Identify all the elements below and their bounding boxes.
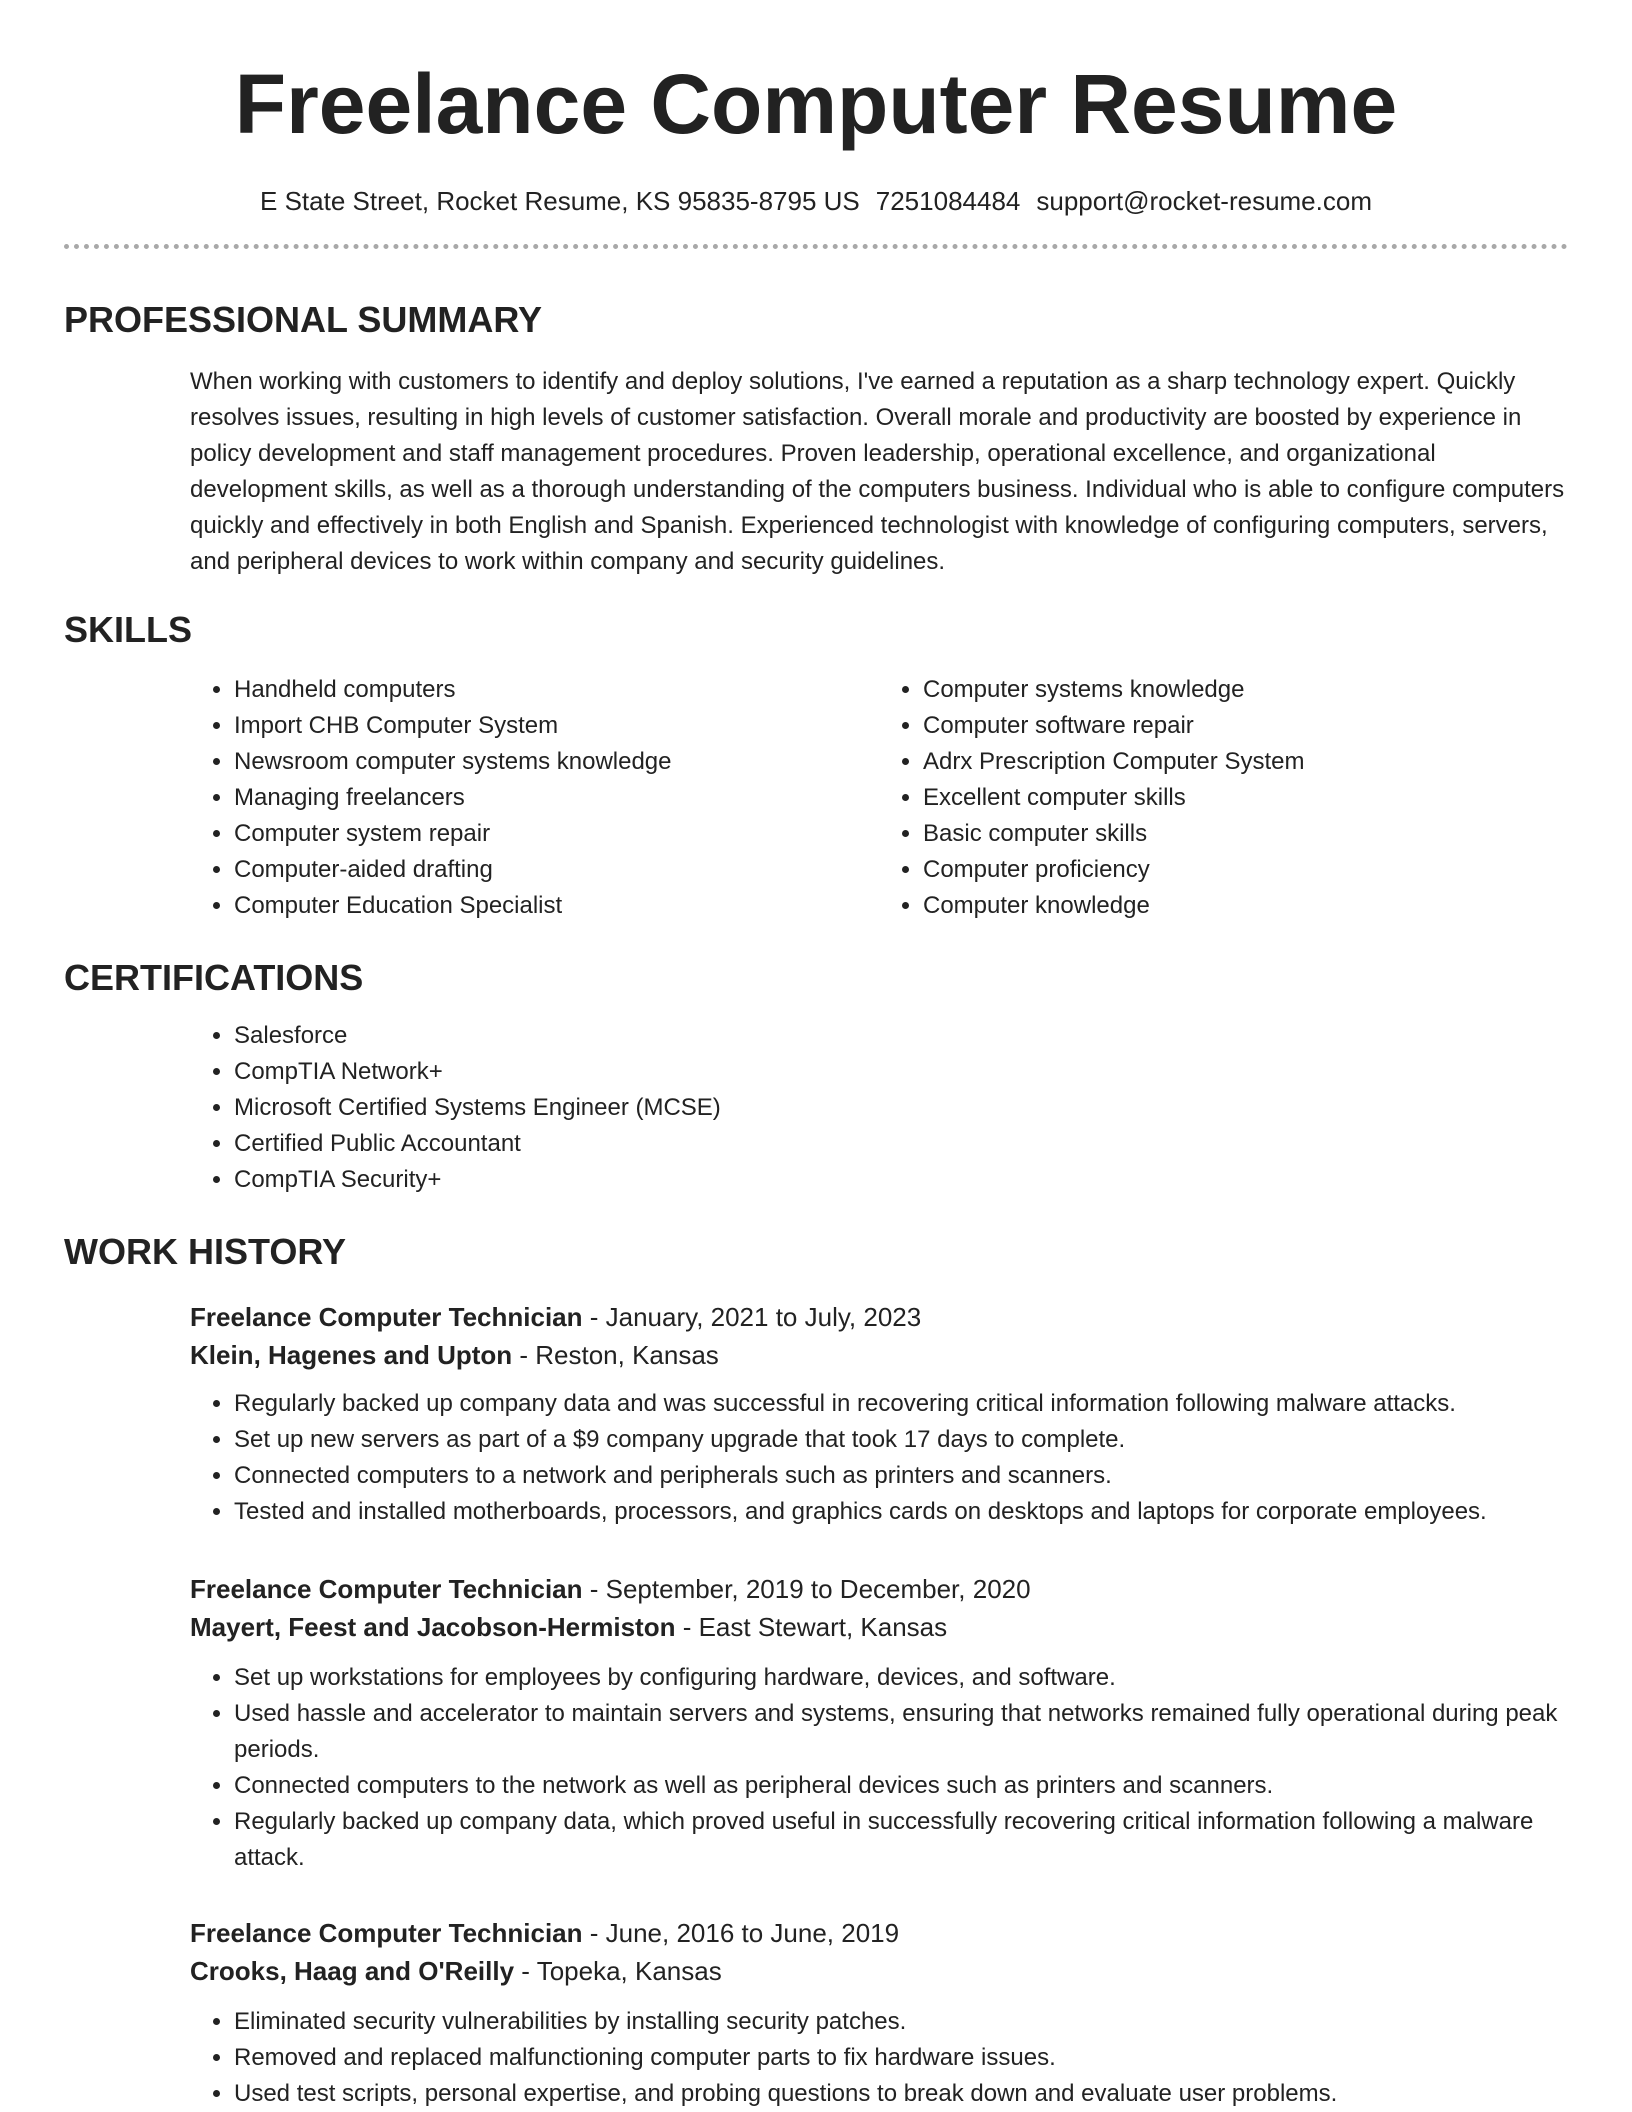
certification-item: • Salesforce: [234, 1018, 1568, 1054]
job-entry: [64, 1298, 1568, 1530]
summary-text: When working with customers to identify and deploy solutions, I've earned a reputation as a sharp technology expert. Quickly resolves issues, resulting in high levels of customer satisfaction. Overall morale and productivity are boosted by experience in policy development and staff management procedures. Proven leadership, operational excellence, and organizational development skills, as well as a thorough understanding of the computers business. Individual who is able to configure computers quickly and effectively in both English and Spanish. Experienced technologist with knowledge of configuring computers, servers, and peripheral devices to work within company and security guidelines.: [190, 368, 1565, 575]
resume-name: Freelance Computer Resume: [234, 57, 1398, 151]
skills-section: [64, 608, 1568, 924]
work-history-section: [64, 1230, 1568, 1274]
job-duty: • Connected computers to a network and peripherals such as printers and scanners.: [234, 1458, 1568, 1494]
skill-item: • Handheld computers: [234, 672, 879, 708]
contact-email: support@rocket-resume.com: [1036, 186, 1372, 216]
job-location: - Reston, Kansas: [512, 1340, 719, 1370]
job-company-line: [190, 1952, 1568, 1990]
job-company: Crooks, Haag and O'Reilly: [190, 1956, 515, 1986]
skill-item: • Computer-aided drafting: [234, 852, 879, 888]
job-duties: [190, 1386, 1568, 1530]
job-location: - Topeka, Kansas: [514, 1956, 722, 1986]
skill-item: • Computer system repair: [234, 816, 879, 852]
skills-list-right: [879, 672, 1568, 924]
job-dates: - January, 2021 to July, 2023: [582, 1302, 922, 1332]
job-duty: • Set up workstations for employees by configuring hardware, devices, and software.: [234, 1660, 1568, 1696]
certification-item: • CompTIA Network+: [234, 1054, 1568, 1090]
job-title-line: [190, 1570, 1568, 1608]
certifications-list: [190, 1018, 1568, 1198]
skill-item: • Computer knowledge: [923, 888, 1568, 924]
skill-item: • Computer proficiency: [923, 852, 1568, 888]
certifications-section: [64, 956, 1568, 1198]
skill-item: • Managing freelancers: [234, 780, 879, 816]
job-duty: • Tested and installed motherboards, processors, and graphics cards on desktops and laptops for corporate employees.: [234, 1494, 1568, 1530]
skills-title: SKILLS: [64, 609, 193, 650]
job-title-line: [190, 1914, 1568, 1952]
contact-line: [64, 186, 1568, 216]
job-location: - East Stewart, Kansas: [675, 1612, 948, 1642]
skills-columns: [190, 672, 1568, 924]
job-title-line: [190, 1298, 1568, 1336]
job-entry: [64, 1570, 1568, 1876]
job-dates: - September, 2019 to December, 2020: [582, 1574, 1031, 1604]
job-title: Freelance Computer Technician: [190, 1574, 583, 1604]
summary-section: [64, 298, 1568, 580]
job-duty: • Removed and replaced malfunctioning computer parts to fix hardware issues.: [234, 2040, 1568, 2076]
job-company: Mayert, Feest and Jacobson-Hermiston: [190, 1612, 676, 1642]
job-duty: • Regularly backed up company data and was successful in recovering critical information following malware attacks.: [234, 1386, 1568, 1422]
job-duty: • Set up new servers as part of a $9 company upgrade that took 17 days to complete.: [234, 1422, 1568, 1458]
skill-item: • Import CHB Computer System: [234, 708, 879, 744]
contact-phone: 7251084484: [875, 186, 1021, 216]
summary-title: PROFESSIONAL SUMMARY: [64, 299, 543, 340]
job-entry: [64, 1914, 1568, 2112]
skill-item: • Excellent computer skills: [923, 780, 1568, 816]
skill-item: • Computer Education Specialist: [234, 888, 879, 924]
job-duty: • Eliminated security vulnerabilities by installing security patches.: [234, 2004, 1568, 2040]
skills-list-left: [190, 672, 879, 924]
job-company-line: [190, 1336, 1568, 1374]
job-title: Freelance Computer Technician: [190, 1302, 583, 1332]
skill-item: • Computer systems knowledge: [923, 672, 1568, 708]
job-duty: • Regularly backed up company data, which proved useful in successfully recovering critical information following a malware attack.: [234, 1804, 1568, 1876]
skill-item: • Adrx Prescription Computer System: [923, 744, 1568, 780]
certification-item: • CompTIA Security+: [234, 1162, 1568, 1198]
header-divider: [64, 244, 1568, 249]
job-company-line: [190, 1608, 1568, 1646]
certification-item: • Microsoft Certified Systems Engineer (MCSE): [234, 1090, 1568, 1126]
job-company: Klein, Hagenes and Upton: [190, 1340, 513, 1370]
job-dates: - June, 2016 to June, 2019: [582, 1918, 900, 1948]
certifications-title: CERTIFICATIONS: [64, 957, 364, 998]
job-duty: • Connected computers to the network as well as peripheral devices such as printers and scanners.: [234, 1768, 1568, 1804]
contact-address: E State Street, Rocket Resume, KS 95835-8795 US: [260, 186, 860, 216]
skill-item: • Computer software repair: [923, 708, 1568, 744]
job-duty: • Used hassle and accelerator to maintain servers and systems, ensuring that networks remained fully operational during peak periods.: [234, 1696, 1568, 1768]
skill-item: • Newsroom computer systems knowledge: [234, 744, 879, 780]
skill-item: • Basic computer skills: [923, 816, 1568, 852]
work-history-title: WORK HISTORY: [64, 1231, 347, 1272]
job-duty: • Used test scripts, personal expertise, and probing questions to break down and evaluate user problems.: [234, 2076, 1568, 2112]
job-duties: [190, 1660, 1568, 1876]
certification-item: • Certified Public Accountant: [234, 1126, 1568, 1162]
job-title: Freelance Computer Technician: [190, 1918, 583, 1948]
job-duties: [190, 2004, 1568, 2112]
